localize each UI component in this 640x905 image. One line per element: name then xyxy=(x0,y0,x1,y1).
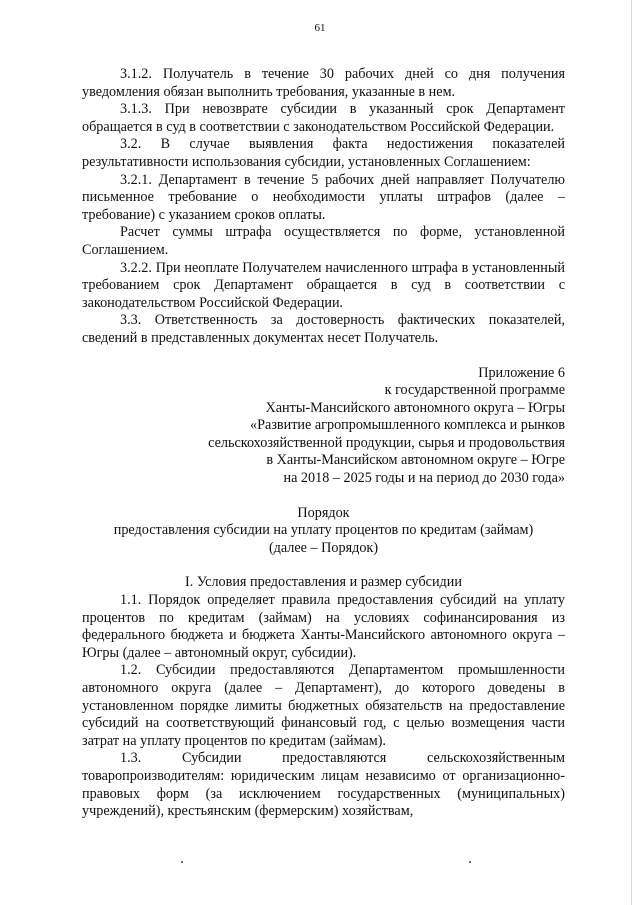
appendix-line: к государственной программе xyxy=(384,382,565,399)
page-edge-line xyxy=(631,0,632,905)
paragraph-1-3: 1.3. Субсидии предоставляются сельскохозяйственным товаропроизводителям: юридическим лицам независимо от организационно-правовых форм (за исключением государственных (муниципальных) учреждений), крестьянским (фермерским) хозяйствам, xyxy=(82,750,565,820)
document-title: Порядок xyxy=(297,504,350,521)
paragraph-3-2-1: 3.2.1. Департамент в течение 5 рабочих дней направляет Получателю письменное требование о необходимости уплаты штрафов (далее – требование) с указанием сроков оплаты. xyxy=(82,171,565,223)
paragraph-3-2: 3.2. В случае выявления факта недостижения показателей результативности использования субсидии, установленных Соглашением: xyxy=(82,136,565,170)
appendix-line: сельскохозяйственной продукции, сырья и продовольствия xyxy=(208,434,565,451)
paragraph-3-2-2: 3.2.2. При неоплате Получателем начисленного штрафа в установленный требованием срок Департамент обращается в суд в соответствии с законодательством Российской Федерации. xyxy=(82,259,565,311)
document-subtitle: предоставления субсидии на уплату процентов по кредитам (займам) xyxy=(113,522,534,539)
paragraph-3-3: 3.3. Ответственность за достоверность фактических показателей, сведений в представленных документах несет Получатель. xyxy=(82,312,565,346)
appendix-line: в Ханты-Мансийском автономном округе – Югре xyxy=(266,452,565,469)
appendix-header xyxy=(82,365,565,488)
appendix-line: Ханты-Мансийского автономного округа – Югры xyxy=(265,399,565,416)
document-subtitle-abbrev: (далее – Порядок) xyxy=(268,539,379,556)
paragraph-3-1-2: 3.1.2. Получатель в течение 30 рабочих дней со дня получения уведомления обязан выполнить требования, указанные в нем. xyxy=(82,66,565,100)
appendix-line: Приложение 6 xyxy=(478,364,565,381)
scan-speck xyxy=(181,861,183,863)
appendix-line: «Развитие агропромышленного комплекса и рынков xyxy=(250,417,565,434)
paragraph-1-1: 1.1. Порядок определяет правила предоставления субсидий на уплату процентов по кредитам (займам) на условиях софинансирования из федерального бюджета и бюджета Ханты-Мансийского автономного округа – Югры (далее – автономный округ, субсидии). xyxy=(82,592,565,661)
section-heading: I. Условия предоставления и размер субсидии xyxy=(185,574,462,591)
document-body xyxy=(82,66,565,821)
paragraph-3-1-3: 3.1.3. При невозврате субсидии в указанный срок Департамент обращается в суд в соответствии с законодательством Российской Федерации. xyxy=(82,101,565,135)
scan-speck xyxy=(469,861,471,863)
paragraph-penalty-calculation: Расчет суммы штрафа осуществляется по форме, установленной Соглашением. xyxy=(82,224,565,258)
page-number: 61 xyxy=(314,22,326,34)
paragraph-1-2: 1.2. Субсидии предоставляются Департаментом промышленности автономного округа (далее – Департамент), до которого доведены в установленном порядке лимиты бюджетных обязательств на предоставление субсидий на соответствующий финансовый год, с целью возмещения части затрат на уплату процентов по кредитам (займам). xyxy=(82,662,565,749)
appendix-line: на 2018 – 2025 годы и на период до 2030 года» xyxy=(283,470,565,487)
